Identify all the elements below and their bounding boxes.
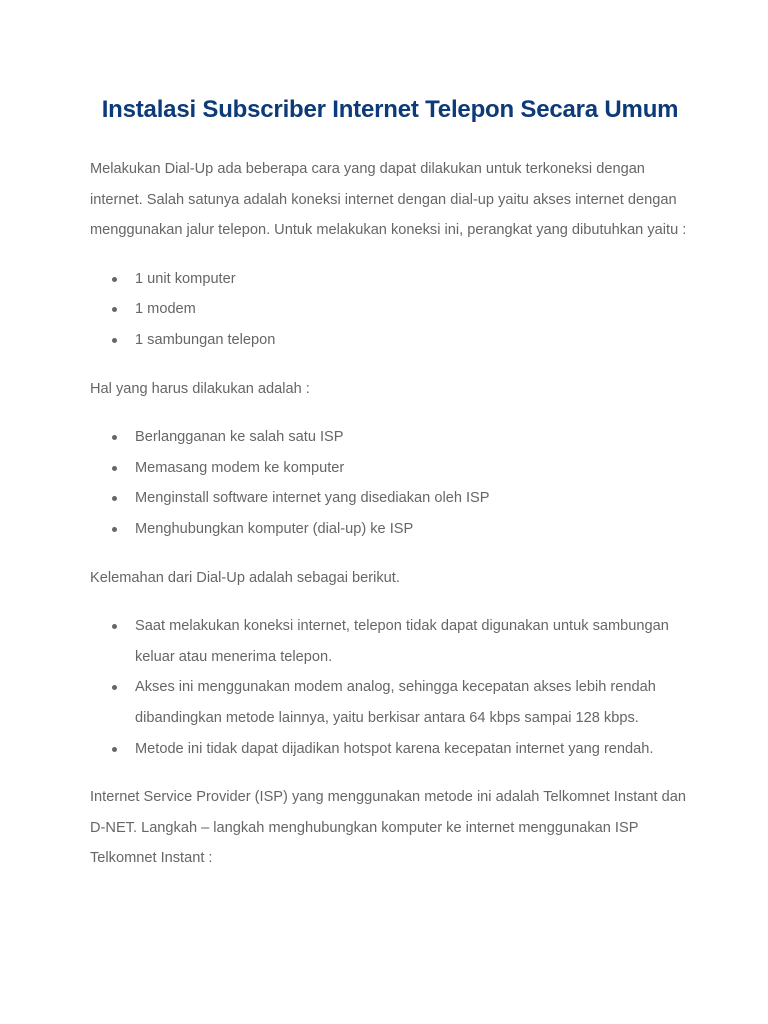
list-item-text: Berlangganan ke salah satu ISP (135, 429, 344, 446)
document-page (90, 94, 690, 874)
bullet-icon (112, 307, 117, 312)
list-item (90, 422, 690, 453)
list-item-text: Saat melakukan koneksi internet, telepon tidak dapat digunakan untuk sambungan keluar atau menerima telepon. (135, 618, 669, 665)
bullet-icon (112, 624, 117, 629)
list-item-text: Akses ini menggunakan modem analog, sehingga kecepatan akses lebih rendah dibandingkan metode lainnya, yaitu berkisar antara 64 kbps sampai 128 kbps. (135, 679, 656, 726)
list-item-text: Memasang modem ke komputer (135, 459, 345, 476)
bullet-icon (112, 685, 117, 690)
list-item-text: Menginstall software internet yang disediakan oleh ISP (135, 490, 490, 507)
page-title: Instalasi Subscriber Internet Telepon Secara Umum (101, 96, 679, 123)
list-item-text: 1 sambungan telepon (135, 331, 276, 348)
devices-list (90, 264, 690, 356)
bullet-icon (112, 277, 117, 282)
list-item (90, 734, 690, 765)
intro-paragraph: Melakukan Dial-Up ada beberapa cara yang dapat dilakukan untuk terkoneksi dengan internet. Salah satunya adalah koneksi internet dengan dial-up yaitu akses internet dengan menggunakan jalur telepon. Untuk melakukan koneksi ini, perangkat yang dibutuhkan yaitu : (90, 161, 687, 239)
steps-list (90, 422, 690, 544)
weaknesses-list (90, 611, 690, 764)
list-item-text: Metode ini tidak dapat dijadikan hotspot karena kecepatan internet yang rendah. (135, 740, 654, 757)
isp-intro-paragraph: Internet Service Provider (ISP) yang menggunakan metode ini adalah Telkomnet Instant dan D-NET. Langkah – langkah menghubungkan komputer ke internet menggunakan ISP Telkomnet Instant : (90, 789, 686, 867)
bullet-icon (112, 435, 117, 440)
weakness-intro-paragraph: Kelemahan dari Dial-Up adalah sebagai berikut. (90, 569, 400, 586)
list-item (90, 672, 690, 733)
list-item (90, 325, 690, 356)
bullet-icon (112, 466, 117, 471)
list-item-text: 1 modem (135, 301, 196, 318)
list-item-text: Menghubungkan komputer (dial-up) ke ISP (135, 520, 414, 537)
bullet-icon (112, 527, 117, 532)
bullet-icon (112, 747, 117, 752)
bullet-icon (112, 496, 117, 501)
list-item (90, 294, 690, 325)
list-item (90, 483, 690, 514)
list-item (90, 264, 690, 295)
list-item (90, 514, 690, 545)
list-item (90, 453, 690, 484)
bullet-icon (112, 338, 117, 343)
steps-intro-paragraph: Hal yang harus dilakukan adalah : (90, 380, 310, 397)
list-item (90, 611, 690, 672)
list-item-text: 1 unit komputer (135, 270, 236, 287)
